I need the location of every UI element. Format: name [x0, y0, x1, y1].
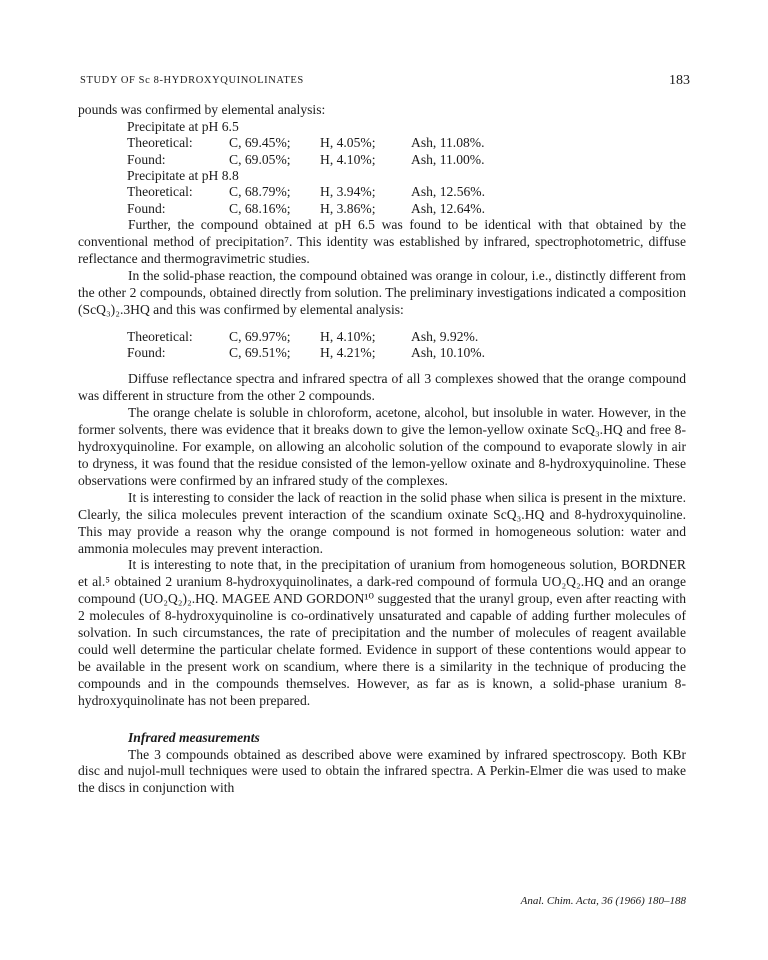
ash-value: Ash, 10.10%.: [411, 345, 486, 361]
analysis-row: [127, 152, 686, 168]
analysis-label: Theoretical:: [127, 135, 193, 151]
carbon-value: C, 68.79%;: [229, 184, 291, 200]
ash-value: Ash, 11.00%.: [411, 151, 485, 167]
analysis-title: Precipitate at pH 8.8: [127, 168, 239, 184]
analysis-row: [127, 184, 686, 200]
ash-value: Ash, 12.64%.: [411, 200, 486, 216]
journal-citation: Anal. Chim. Acta, 36 (1966) 180–188: [520, 895, 686, 907]
carbon-value: C, 69.05%;: [229, 151, 291, 167]
ash-value: Ash, 12.56%.: [411, 184, 486, 200]
hydrogen-value: H, 4.10%;: [320, 328, 376, 344]
carbon-value: C, 69.51%;: [229, 345, 291, 361]
analysis-label: Theoretical:: [127, 328, 193, 344]
section-heading: Infrared measurements: [128, 729, 260, 745]
analysis-row: [127, 329, 686, 345]
analysis-label: Found:: [127, 200, 166, 216]
carbon-value: C, 69.97%;: [229, 328, 291, 344]
elemental-analysis-ph65: [127, 119, 686, 217]
analysis-title: Precipitate at pH 6.5: [127, 118, 239, 134]
page-header: [80, 75, 690, 93]
analysis-row: [127, 345, 686, 361]
analysis-label: Theoretical:: [127, 184, 193, 200]
paragraph: The orange chelate is soluble in chloroform, acetone, alcohol, but insoluble in water. However, in the former solvents, there was evidence that it breaks down to give the lemon-yellow oxinate ScQ₃.HQ and free 8-hydroxyquinoline. For example, on allowing an alcoholic solution of the compound to evaporate slowly in air to dryness, it was found that the residue consisted of the lemon-yellow oxinate and 8-hydroxyquinoline. These observations were confirmed by an infrared study of the complexes.: [78, 405, 686, 488]
hydrogen-value: H, 4.10%;: [320, 151, 376, 167]
carbon-value: C, 68.16%;: [229, 200, 291, 216]
paragraph: In the solid-phase reaction, the compound obtained was orange in colour, i.e., distinctly different from the other 2 compounds, obtained directly from solution. The preliminary investigations indicated a composition (ScQ₃)₂.3HQ and this was confirmed by elemental analysis:: [78, 267, 686, 317]
paragraph: It is interesting to note that, in the precipitation of uranium from homogeneous solution, BORDNER et al.⁵ obtained 2 uranium 8-hydroxyquinolinates, a dark-red compound of formula UO₂Q₂.HQ and an orange compound (UO₂Q₂)₂.HQ. MAGEE AND GORDON¹⁰ suggested that the uranyl group, even after reacting with 2 molecules of 8-hydroxyquinoline is co-ordinatively unsaturated and capable of adding further molecules of solvation. In such circumstances, the rate of precipitation and the number of molecules of reagent available could well determine the particular chelate formed. Evidence in support of these contentions would appear to be available in the present work on scandium, where there is a similarity in the technique of producing the compounds and in the compounds themselves. However, as far as is known, a solid-phase uranium 8-hydroxyquinolinate has not been prepared.: [78, 557, 686, 708]
paragraph: It is interesting to consider the lack of reaction in the solid phase when silica is present in the mixture. Clearly, the silica molecules prevent interaction of the scandium oxinate ScQ₃.HQ and 8-hydroxyquinoline. This may provide a reason why the orange compound is not formed in homogeneous solution: water and ammonia molecules may prevent interaction.: [78, 489, 686, 556]
hydrogen-value: H, 3.94%;: [320, 184, 376, 200]
analysis-label: Found:: [127, 345, 166, 361]
analysis-row: [127, 135, 686, 151]
hydrogen-value: H, 3.86%;: [320, 200, 376, 216]
article-body: [78, 102, 686, 797]
hydrogen-value: H, 4.21%;: [320, 345, 376, 361]
ash-value: Ash, 11.08%.: [411, 135, 485, 151]
analysis-row: [127, 201, 686, 217]
hydrogen-value: H, 4.05%;: [320, 135, 376, 151]
carbon-value: C, 69.45%;: [229, 135, 291, 151]
analysis-label: Found:: [127, 151, 166, 167]
paragraph: Diffuse reflectance spectra and infrared spectra of all 3 complexes showed that the orange compound was different in structure from the other 2 compounds.: [78, 371, 686, 404]
paragraph: The 3 compounds obtained as described above were examined by infrared spectroscopy. Both KBr disc and nujol-mull techniques were used to obtain the infrared spectra. A Perkin-Elmer die was used to make the discs in conjunction with: [78, 746, 686, 796]
page-number: 183: [669, 73, 690, 88]
paragraph: pounds was confirmed by elemental analysis:: [78, 102, 326, 117]
paragraph: Further, the compound obtained at pH 6.5 was found to be identical with that obtained by the conventional method of precipitation⁷. This identity was established by infrared, spectrophotometric, diffuse reflectance and thermogravimetric studies.: [78, 217, 686, 267]
elemental-analysis-orange: [127, 329, 686, 362]
ash-value: Ash, 9.92%.: [411, 328, 479, 344]
running-head: STUDY OF Sc 8-HYDROXYQUINOLINATES: [80, 75, 304, 86]
